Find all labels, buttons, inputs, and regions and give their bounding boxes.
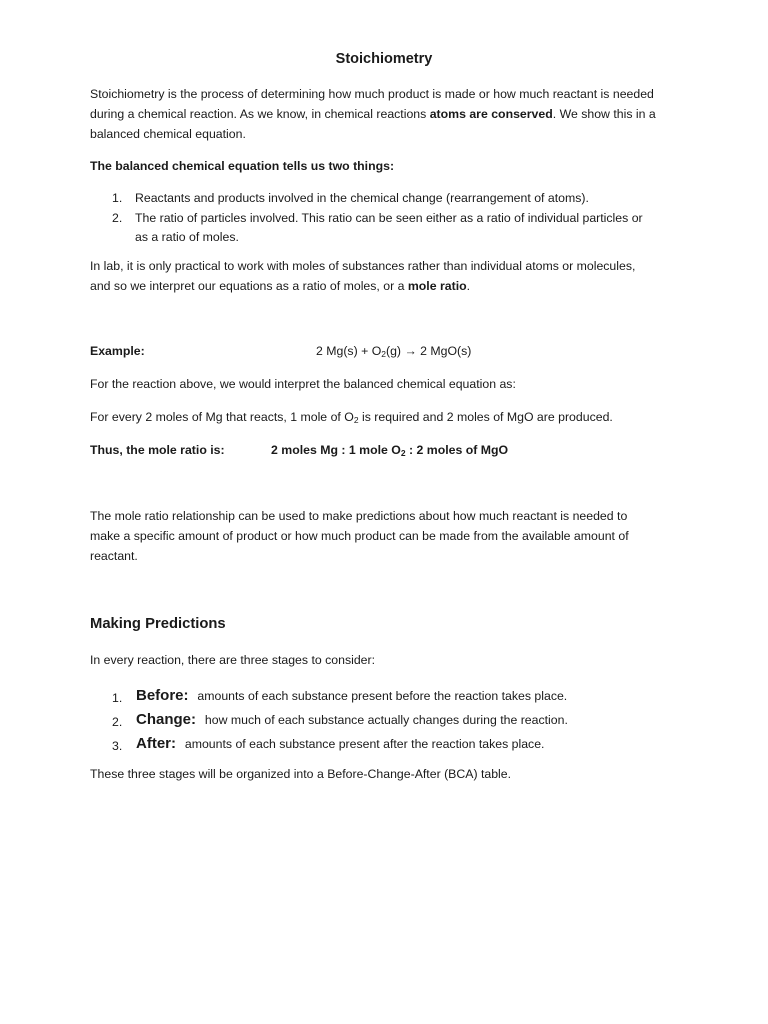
lab-line-1: In lab, it is only practical to work with moles of substances rather than individual atoms or molecules,: [90, 259, 636, 273]
list-number: 2.: [112, 210, 123, 225]
things-list: [90, 189, 690, 248]
equation-part: (g) → 2 MgO(s): [386, 344, 472, 358]
list-item: [90, 710, 710, 734]
intro-paragraph: [90, 84, 690, 144]
closing-line: These three stages will be organized into a Before-Change-After (BCA) table.: [90, 767, 512, 781]
stages-intro: In every reaction, there are three stages to consider:: [90, 653, 376, 667]
ratio-text: 2 moles Mg : 1 mole O: [271, 443, 401, 457]
relationship-line-2: make a specific amount of product or how much product can be made from the available amount of: [90, 529, 629, 543]
ratio-text-end: : 2 moles of MgO: [405, 443, 509, 457]
balanced-heading: The balanced chemical equation tells us two things:: [90, 159, 395, 173]
intro-text-end: . We show this in a: [552, 107, 656, 121]
list-number: 1.: [112, 191, 123, 205]
intro-emphasis: atoms are conserved: [429, 107, 553, 121]
lab-text: and so we interpret our equations as a ratio of moles, or a: [90, 279, 408, 293]
section-heading: Making Predictions: [90, 616, 226, 632]
intro-line-3: balanced chemical equation.: [90, 127, 246, 141]
equation-part: 2 Mg(s) + O: [316, 344, 382, 358]
every-line: [90, 407, 690, 430]
stage-description: amounts of each substance present after the reaction takes place.: [184, 737, 545, 751]
stage-term: After:: [136, 735, 176, 752]
stage-term: Change:: [136, 711, 196, 728]
relationship-paragraph: [90, 506, 690, 566]
lab-text-end: .: [466, 279, 471, 293]
list-item: [90, 209, 690, 248]
equation-subscript: 2: [381, 349, 386, 359]
relationship-line-3: reactant.: [90, 549, 138, 563]
intro-line-2: [90, 104, 690, 124]
list-text: The ratio of particles involved. This ratio can be seen either as a ratio of individual particles or: [135, 210, 643, 225]
ratio-value: [271, 440, 508, 463]
list-number: 3.: [112, 739, 123, 753]
intro-line-1: Stoichiometry is the process of determining how much product is made or how much reactant is needed: [90, 87, 654, 101]
intro-text: during a chemical reaction. As we know, in chemical reactions: [90, 107, 430, 121]
list-item: [90, 734, 710, 758]
stage-description: amounts of each substance present before the reaction takes place.: [197, 689, 568, 703]
page-title: Stoichiometry: [335, 51, 433, 67]
lab-paragraph: [90, 256, 690, 296]
list-number: 1.: [112, 691, 123, 705]
example-label: Example:: [90, 344, 145, 358]
every-text: For every 2 moles of Mg that reacts, 1 mole of O: [90, 410, 354, 424]
relationship-line-1: The mole ratio relationship can be used to make predictions about how much reactant is needed to: [90, 509, 628, 523]
interpret-line: For the reaction above, we would interpret the balanced chemical equation as:: [90, 377, 516, 391]
stage-term: Before:: [136, 687, 189, 704]
every-text-end: is required and 2 moles of MgO are produced.: [358, 410, 613, 424]
chemical-equation: [316, 341, 471, 364]
list-item: [90, 189, 690, 209]
stage-description: how much of each substance actually changes during the reaction.: [204, 713, 568, 727]
lab-line-2: [90, 276, 690, 296]
list-text: Reactants and products involved in the chemical change (rearrangement of atoms).: [135, 191, 589, 205]
every-subscript: 2: [353, 415, 359, 425]
lab-emphasis: mole ratio: [407, 279, 467, 293]
ratio-label: Thus, the mole ratio is:: [90, 443, 225, 457]
list-text: as a ratio of moles.: [135, 230, 239, 244]
list-item: [90, 686, 710, 710]
ratio-subscript: 2: [400, 448, 406, 458]
list-number: 2.: [112, 715, 123, 729]
stages-list: [90, 686, 710, 758]
